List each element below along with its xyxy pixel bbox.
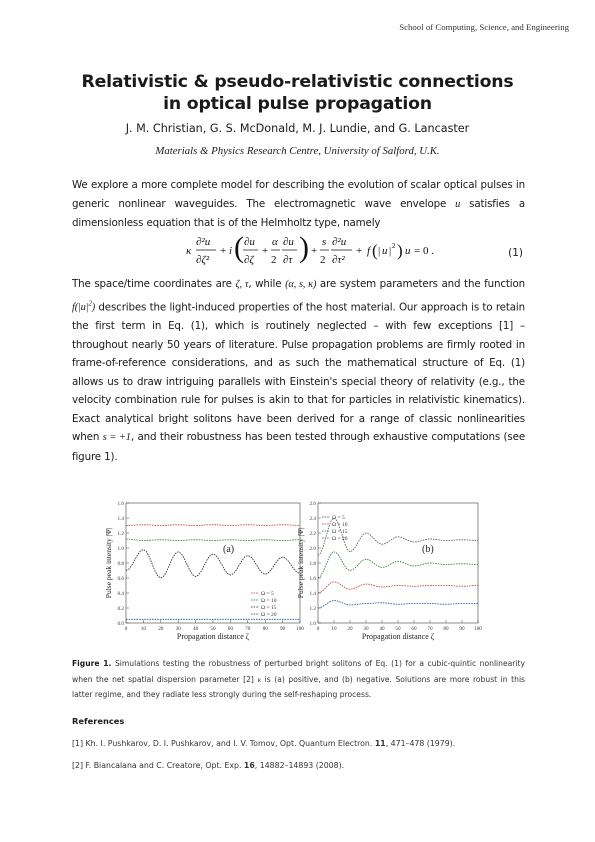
caption-text-b: is (a) positive, and (b) negative. Solutions are more robust in this latter regime, and they radiate less strongly during the self-reshaping process. (72, 674, 526, 700)
affiliation: Materials & Physics Research Centre, University of Salford, U.K. (155, 145, 440, 157)
series-line (318, 552, 478, 578)
s-value: s = +1 (102, 432, 131, 444)
y-tick-label: 2.0 (309, 546, 316, 552)
svg-text:|: | (389, 245, 392, 257)
x-tick-label: 20 (347, 626, 353, 632)
svg-text:∂²u: ∂²u (332, 236, 347, 248)
series-line (126, 539, 300, 541)
y-tick-label: 1.0 (309, 621, 316, 627)
svg-text:∂u: ∂u (283, 236, 294, 248)
x-axis-label: Propagation distance ζ (361, 632, 435, 641)
svg-text:∂ζ: ∂ζ (244, 254, 254, 266)
svg-text:+: + (356, 245, 363, 257)
x-tick-label: 0 (316, 626, 320, 632)
x-tick-label: 100 (474, 626, 482, 632)
legend-entry: Ω = 15 (332, 529, 348, 535)
svg-text:α: α (272, 236, 278, 248)
y-tick-label: 1.6 (309, 576, 316, 582)
y-axis-label: Pulse peak intensity |Ψ| (296, 527, 305, 599)
legend-entry: Ω = 10 (332, 522, 348, 528)
x-axis-label: Propagation distance ζ (176, 632, 250, 641)
y-tick-label: 1.2 (117, 531, 124, 537)
series-line (126, 525, 300, 526)
p2-seg-6: , and their robustness has been tested through exhaustive computations (see figure 1). (72, 431, 526, 463)
svg-text:κ: κ (186, 245, 192, 257)
x-tick-label: 50 (210, 626, 216, 632)
func-symbol: $f(|u|^2)$ (72, 299, 95, 313)
x-tick-label: 0 (124, 626, 128, 632)
svg-text:2: 2 (320, 254, 326, 266)
x-tick-label: 90 (459, 626, 465, 632)
x-tick-label: 40 (193, 626, 199, 632)
svg-text:∂τ: ∂τ (283, 254, 293, 266)
plot-frame (318, 503, 478, 623)
param-symbols: (α, s, κ) (285, 279, 317, 290)
helmholtz-equation (186, 225, 526, 273)
svg-text:u: u (382, 245, 388, 257)
x-tick-label: 30 (363, 626, 369, 632)
header-affiliation: School of Computing, Science, and Engineering (399, 22, 569, 32)
svg-text:∂²u: ∂²u (196, 236, 211, 248)
x-tick-label: 50 (395, 626, 401, 632)
y-tick-label: 0.2 (117, 606, 124, 612)
series-line (126, 550, 300, 579)
svg-text:∂ζ²: ∂ζ² (196, 254, 210, 266)
x-tick-label: 20 (158, 626, 164, 632)
x-tick-label: 60 (411, 626, 417, 632)
title-line-2: in optical pulse propagation (163, 94, 432, 114)
legend-entry: Ω = 20 (332, 536, 348, 542)
svg-text:f: f (367, 245, 371, 257)
svg-text:): ) (299, 231, 309, 264)
reference-1: [1] Kh. I. Pushkarov, D. I. Pushkarov, and I. V. Tomov, Opt. Quantum Electron. 11, 471–478 (1979). (72, 739, 456, 748)
x-tick-label: 10 (331, 626, 337, 632)
y-tick-label: 1.4 (117, 516, 124, 522)
y-tick-label: 1.0 (117, 546, 124, 552)
intro-line-3: satisfies a dimensionless equation that is of the Helmholtz type, namely (72, 197, 525, 229)
p2-seg-5: describes the light-induced properties of the host material. Our approach is to retain the first term in Eq. (1), which is routinely neglected – with few exceptions [1] – throughout nearly 50 years of literature. Pulse propagation problems are firmly rooted in frame-of-reference considerations, and as such the mathematical structure of Eq. (1) allows us to draw intriguing parallels with Einstein's special theory of relativity (e.g., the velocity combination rule for pulses is akin to that for particles in relativistic kinematics). Exact analytical bright solitons have been derived for a range of classic nonlinearities when (72, 300, 526, 444)
paragraph-main (72, 275, 525, 466)
p2-seg-3: are system parameters and the (319, 278, 481, 290)
reference-2: [2] F. Biancalana and C. Creatore, Opt. Exp. 16, 14882–14893 (2008). (72, 761, 345, 770)
figure-caption (72, 656, 525, 703)
p2-seg-4: function (484, 278, 526, 290)
svg-text:): ) (397, 241, 403, 260)
var-u: u (455, 198, 461, 210)
legend-entry: Ω = 5 (261, 591, 274, 597)
x-tick-label: 60 (227, 626, 233, 632)
y-axis-label: Pulse peak intensity |Ψ| (104, 527, 113, 599)
svg-text:+: + (262, 245, 269, 257)
y-tick-label: 2.6 (309, 501, 316, 507)
caption-text-a: Simulations testing the robustness of perturbed bright solitons of Eq. (1) for a cubic-quintic nonlinearity when the net spatial dispersion parameter [2] (72, 659, 525, 684)
intro-line-1: We explore a more complete model for describing the evolution of scalar optical (72, 179, 478, 191)
x-tick-label: 40 (379, 626, 385, 632)
legend-entry: Ω = 15 (261, 605, 277, 611)
y-tick-label: 0.6 (117, 576, 124, 582)
references-heading: References (72, 716, 125, 726)
y-tick-label: 2.4 (309, 516, 316, 522)
svg-text:|: | (378, 245, 381, 257)
p2-seg-2: , while (248, 278, 282, 290)
legend-entry: Ω = 10 (261, 598, 277, 604)
svg-text:s: s (322, 236, 327, 248)
x-tick-label: 100 (296, 626, 304, 632)
svg-text:= 0 .: = 0 . (414, 245, 434, 257)
paper-title (0, 71, 595, 115)
caption-kappa: κ (257, 674, 262, 684)
y-tick-label: 0.0 (117, 621, 124, 627)
title-line-1: Relativistic & pseudo-relativistic connections (81, 72, 514, 92)
svg-text:2: 2 (392, 242, 396, 250)
legend-entry: Ω = 5 (332, 515, 345, 521)
intro-line-2: pulses in generic nonlinear waveguides. The electromagnetic wave envelope (72, 179, 525, 210)
coords-symbols: ζ, τ (235, 279, 249, 290)
legend-entry: Ω = 20 (261, 612, 277, 618)
y-tick-label: 1.8 (309, 561, 316, 567)
svg-text:(: ( (372, 241, 378, 260)
svg-text:∂u: ∂u (244, 236, 255, 248)
p2-seg-1: The space/time coordinates are (72, 278, 232, 290)
x-tick-label: 70 (427, 626, 433, 632)
x-tick-label: 80 (443, 626, 449, 632)
figure-panel-b (296, 499, 488, 647)
series-line (318, 582, 478, 593)
y-tick-label: 0.4 (117, 591, 124, 597)
y-tick-label: 1.4 (309, 591, 316, 597)
y-tick-label: 2.2 (309, 531, 316, 537)
panel-label: (b) (422, 544, 434, 555)
svg-text:∂τ²: ∂τ² (332, 254, 345, 266)
x-tick-label: 70 (245, 626, 251, 632)
svg-text:2: 2 (271, 254, 277, 266)
svg-text:(: ( (234, 231, 244, 264)
x-tick-label: 90 (280, 626, 286, 632)
y-tick-label: 0.8 (117, 561, 124, 567)
x-tick-label: 80 (262, 626, 268, 632)
caption-label: Figure 1. (72, 659, 112, 668)
svg-text:u: u (405, 245, 411, 257)
x-tick-label: 30 (175, 626, 181, 632)
series-line (318, 601, 478, 609)
y-tick-label: 1.2 (309, 606, 316, 612)
y-tick-label: 1.6 (117, 501, 124, 507)
panel-label: (a) (223, 544, 235, 555)
svg-text:i: i (229, 245, 233, 257)
svg-text:+: + (220, 245, 227, 257)
svg-text:+: + (311, 245, 318, 257)
author-list: J. M. Christian, G. S. McDonald, M. J. Lundie, and G. Lancaster (125, 122, 470, 135)
x-tick-label: 10 (140, 626, 146, 632)
equation-number: (1) (508, 247, 523, 259)
figure-panel-a (104, 499, 308, 647)
